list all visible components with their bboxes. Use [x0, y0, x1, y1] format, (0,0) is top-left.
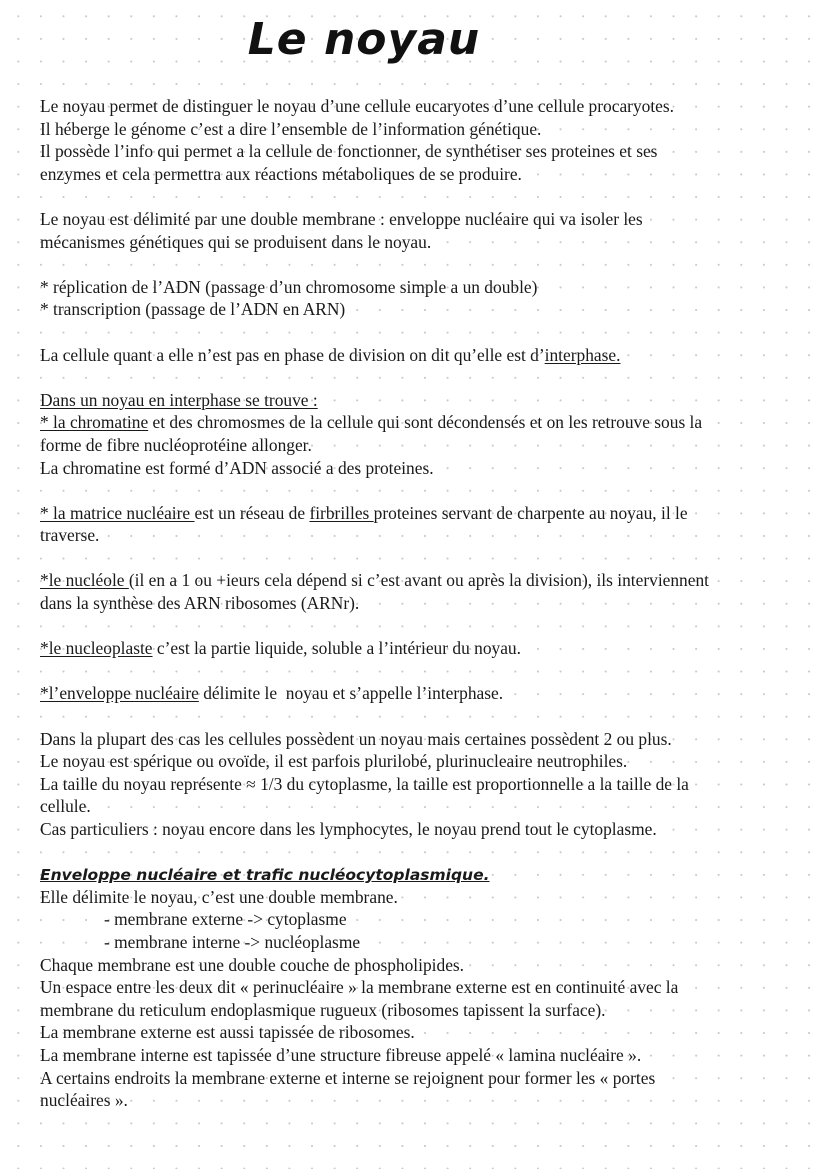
text-line	[40, 434, 808, 457]
text-segment: La taille du noyau représente ≈ 1/3 du cytoplasme, la taille est proportionnelle a la taille de la	[40, 773, 689, 794]
text-line	[40, 524, 808, 547]
underlined-term: *le nucléole	[40, 570, 129, 591]
text-line	[40, 1089, 808, 1112]
blank-line	[40, 321, 808, 344]
text-segment: Le noyau est spérique ou ovoïde, il est parfois plurilobé, plurinucleaire neutrophiles.	[40, 751, 628, 772]
text-line	[40, 118, 808, 141]
text-segment: Dans la plupart des cas les cellules possèdent un noyau mais certaines possèdent 2 ou plus.	[40, 728, 672, 749]
text-segment: - membrane interne -> nucléoplasme	[104, 931, 361, 952]
text-segment: Cas particuliers : noyau encore dans les lymphocytes, le noyau prend tout le cytoplasme.	[40, 819, 657, 839]
text-line	[40, 1067, 808, 1090]
text-segment: La membrane externe est aussi tapissée de ribosomes.	[40, 1022, 415, 1043]
text-line	[40, 637, 808, 660]
text-segment: Le noyau est délimité par une double membrane : enveloppe nucléaire qui va isoler les	[40, 208, 643, 229]
text-segment: dans la synthèse des ARN ribosomes (ARNr).	[40, 593, 360, 614]
text-segment: enzymes et cela permettra aux réactions métaboliques de se produire.	[40, 163, 522, 184]
text-segment: (il en a 1 ou +ieurs cela dépend si c’est avant ou après la division), ils interviennent	[128, 570, 710, 591]
blank-line	[40, 185, 808, 208]
text-segment: La membrane interne est tapissée d’une structure fibreuse appelé « lamina nucléaire ».	[40, 1044, 642, 1065]
text-segment: Un espace entre les deux dit « perinucléaire » la membrane externe est en continuité avec la	[40, 977, 679, 998]
text-segment: La chromatine est formé d’ADN associé a des proteines.	[40, 457, 434, 478]
text-line	[40, 682, 808, 705]
text-segment: est un réseau de	[194, 502, 310, 523]
text-segment: Le noyau permet de distinguer le noyau d’une cellule eucaryotes d’une cellule procaryotes.	[40, 96, 675, 116]
text-line	[40, 411, 808, 434]
text-line	[40, 389, 808, 412]
text-segment: Il héberge le génome c’est a dire l’ensemble de l’information génétique.	[40, 118, 542, 139]
text-segment: A certains endroits la membrane externe et interne se rejoignent pour former les « portes	[40, 1067, 656, 1088]
text-line	[40, 163, 808, 186]
text-segment: cellule.	[40, 796, 91, 817]
blank-line	[40, 660, 808, 683]
text-line	[40, 569, 808, 592]
text-segment: * transcription (passage de l’ADN en ARN)	[40, 299, 346, 320]
underlined-term: Dans un noyau en interphase se trouve :	[40, 389, 318, 410]
text-segment: c’est la partie liquide, soluble a l’intérieur du noyau.	[152, 638, 521, 659]
text-line	[40, 750, 808, 773]
text-line	[40, 1021, 808, 1044]
text-line	[40, 592, 808, 615]
text-segment: nucléaires ».	[40, 1090, 128, 1111]
blank-line	[40, 841, 808, 864]
blank-line	[40, 615, 808, 638]
text-segment: * réplication de l’ADN (passage d’un chromosome simple a un double)	[40, 276, 538, 297]
underlined-term: *l’enveloppe nucléaire	[40, 683, 199, 704]
text-segment: membrane du reticulum endoplasmique rugueux (ribosomes tapissent la surface).	[40, 999, 606, 1020]
underlined-term: * la matrice nucléaire	[40, 502, 195, 523]
blank-line	[40, 253, 808, 276]
text-line	[40, 795, 808, 818]
text-segment: mécanismes génétiques qui se produisent dans le noyau.	[40, 231, 432, 252]
blank-line	[40, 479, 808, 502]
text-line	[40, 976, 808, 999]
text-segment: Chaque membrane est une double couche de phospholipides.	[40, 954, 465, 975]
text-line	[40, 344, 808, 367]
text-segment: forme de fibre nucléoprotéine allonger.	[40, 434, 312, 455]
blank-line	[40, 366, 808, 389]
page-title: Le noyau	[247, 14, 481, 65]
text-segment: et des chromosmes de la cellule qui sont décondensés et on les retrouve sous la	[148, 412, 703, 433]
text-line	[40, 886, 808, 909]
text-segment: délimite le noyau et s’appelle l’interphase.	[198, 683, 504, 704]
text-segment: - membrane externe -> cytoplasme	[104, 909, 347, 930]
text-line	[40, 954, 808, 977]
text-line	[40, 818, 808, 841]
text-line	[40, 298, 808, 321]
text-line	[40, 95, 808, 118]
text-segment: Elle délimite le noyau, c’est une double membrane.	[40, 886, 398, 907]
blank-line	[40, 705, 808, 728]
text-segment: traverse.	[40, 525, 100, 546]
text-line	[40, 208, 808, 231]
underlined-term: *le nucleoplaste	[40, 638, 153, 659]
text-line	[40, 999, 808, 1022]
text-segment: Enveloppe nucléaire et trafic nucléocytoplasmique.	[40, 866, 490, 885]
text-line	[40, 231, 808, 254]
text-segment: La cellule quant a elle n’est pas en phase de division on dit qu’elle est d’	[40, 344, 545, 365]
text-line	[40, 773, 808, 796]
text-line	[40, 908, 808, 931]
text-segment: proteines servant de charpente au noyau, il le	[373, 502, 688, 523]
text-line	[40, 276, 808, 299]
text-line	[40, 931, 808, 954]
underlined-term: * la chromatine	[40, 412, 149, 433]
text-line	[40, 728, 808, 751]
text-line	[40, 140, 808, 163]
document-body	[40, 95, 808, 1112]
text-line	[40, 1044, 808, 1067]
underlined-term: firbrilles	[309, 502, 374, 523]
text-line	[40, 457, 808, 480]
section-heading	[40, 863, 808, 886]
blank-line	[40, 547, 808, 570]
text-segment: Il possède l’info qui permet a la cellule de fonctionner, de synthétiser ses proteines et ses	[40, 141, 658, 162]
text-line	[40, 502, 808, 525]
underlined-term: interphase.	[544, 344, 621, 365]
